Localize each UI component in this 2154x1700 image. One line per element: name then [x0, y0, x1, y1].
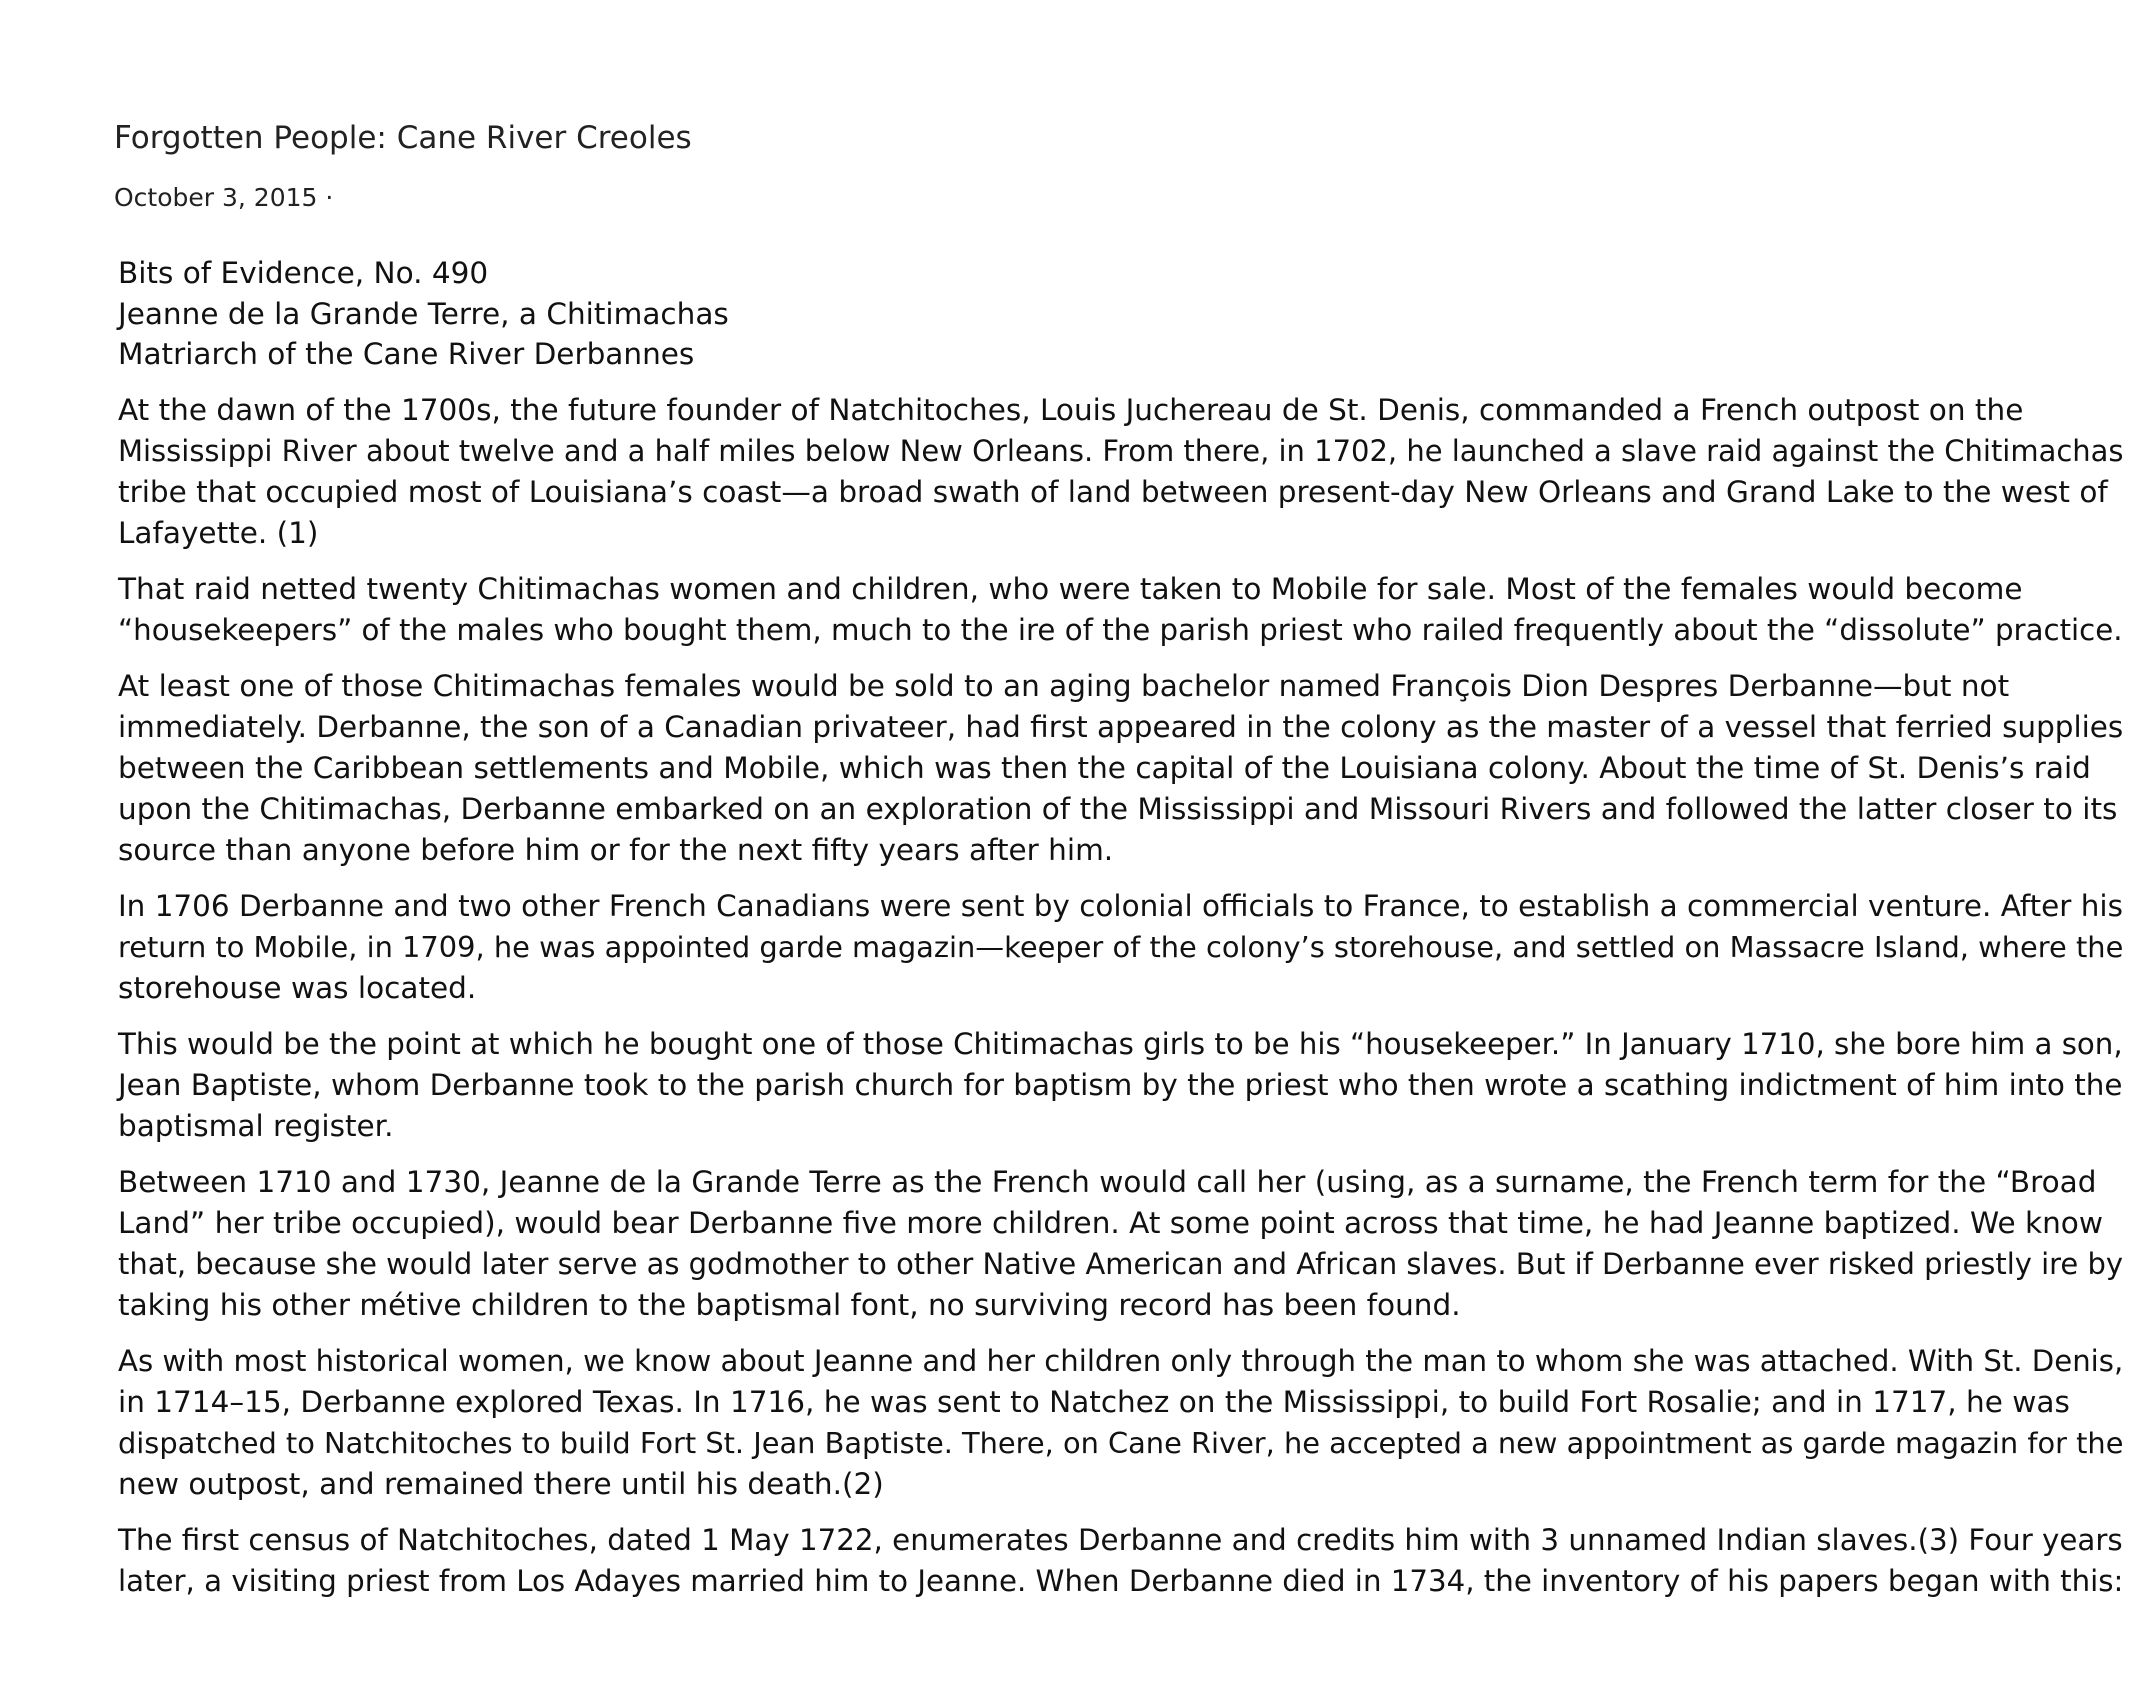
paragraph [118, 569, 2123, 651]
paragraph-line: This would be the point at which he bought one of those Chitimachas girls to be his “housekeeper.” In January 1710, she bore him a son, [118, 1027, 2123, 1061]
paragraph-line: baptismal register. [118, 1109, 394, 1143]
paragraph-line: taking his other métive children to the baptismal font, no surviving record has been found. [118, 1288, 1461, 1322]
paragraph [118, 1162, 2123, 1326]
paragraph-line: upon the Chitimachas, Derbanne embarked on an exploration of the Mississippi and Missouri Rivers and followed the latter closer to its [118, 792, 2118, 826]
paragraph [118, 666, 2124, 871]
paragraph [118, 1341, 2124, 1505]
article-subtitle: Matriarch of the Cane River Derbannes [118, 337, 695, 371]
paragraph-line: in 1714–15, Derbanne explored Texas. In 1716, he was sent to Natchez on the Mississippi, to build Fort Rosalie; and in 1717, he was [118, 1385, 2070, 1419]
series-heading: Bits of Evidence, No. 490 [118, 256, 489, 290]
paragraph-line: tribe that occupied most of Louisiana’s coast—a broad swath of land between present-day New Orleans and Grand Lake to the west of [118, 475, 2108, 509]
paragraph-line: that, because she would later serve as godmother to other Native American and African slaves. But if Derbanne ever risked priestly ire by [118, 1247, 2123, 1281]
paragraph [118, 1024, 2123, 1147]
paragraph-line: Mississippi River about twelve and a half miles below New Orleans. From there, in 1702, he launched a slave raid against the Chitimachas [118, 434, 2124, 468]
paragraph-line: Jean Baptiste, whom Derbanne took to the parish church for baptism by the priest who then wrote a scathing indictment of him into the [118, 1068, 2123, 1102]
paragraph-line: immediately. Derbanne, the son of a Canadian privateer, had first appeared in the colony as the master of a vessel that ferried supplies [118, 710, 2124, 744]
paragraph-line: later, a visiting priest from Los Adayes married him to Jeanne. When Derbanne died in 1734, the inventory of his papers began with this: [118, 1564, 2124, 1598]
article-headings [118, 253, 729, 375]
paragraph [118, 1520, 2124, 1602]
paragraph [118, 886, 2124, 1009]
paragraph-line: Land” her tribe occupied), would bear Derbanne five more children. At some point across that time, he had Jeanne baptized. We know [118, 1206, 2103, 1240]
paragraph-line: dispatched to Natchitoches to build Fort St. Jean Baptiste. There, on Cane River, he accepted a new appointment as garde magazin for the [118, 1426, 2124, 1460]
paragraph-line: At least one of those Chitimachas females would be sold to an aging bachelor named François Dion Despres Derbanne—but not [118, 669, 2010, 703]
paragraph-line: That raid netted twenty Chitimachas women and children, who were taken to Mobile for sale. Most of the females would become [118, 572, 2023, 606]
paragraph-line: return to Mobile, in 1709, he was appointed garde magazin—keeper of the colony’s storehouse, and settled on Massacre Island, where the [118, 930, 2124, 964]
paragraph [118, 390, 2124, 554]
article-body [118, 390, 2124, 1617]
paragraph-line: source than anyone before him or for the next fifty years after him. [118, 833, 1114, 867]
article-title: Jeanne de la Grande Terre, a Chitimachas [118, 296, 729, 331]
paragraph-line: storehouse was located. [118, 971, 477, 1005]
post-date: October 3, 2015 · [114, 183, 334, 212]
paragraph-line: “housekeepers” of the males who bought them, much to the ire of the parish priest who railed frequently about the “dissolute” practice. [118, 613, 2123, 647]
paragraph-line: between the Caribbean settlements and Mobile, which was then the capital of the Louisiana colony. About the time of St. Denis’s raid [118, 751, 2091, 785]
paragraph-line: Between 1710 and 1730, Jeanne de la Grande Terre as the French would call her (using, as a surname, the French term for the “Broad [118, 1165, 2097, 1199]
paragraph-line: The first census of Natchitoches, dated 1 May 1722, enumerates Derbanne and credits him with 3 unnamed Indian slaves.(3) Four years [118, 1523, 2123, 1557]
paragraph-line: As with most historical women, we know about Jeanne and her children only through the man to whom she was attached. With St. Denis, [118, 1344, 2124, 1378]
paragraph-line: In 1706 Derbanne and two other French Canadians were sent by colonial officials to France, to establish a commercial venture. After his [118, 889, 2123, 923]
paragraph-line: new outpost, and remained there until his death.(2) [118, 1467, 884, 1501]
paragraph-line: At the dawn of the 1700s, the future founder of Natchitoches, Louis Juchereau de St. Denis, commanded a French outpost on the [118, 393, 2024, 427]
paragraph-line: Lafayette. (1) [118, 516, 319, 550]
source-title: Forgotten People: Cane River Creoles [114, 120, 692, 156]
